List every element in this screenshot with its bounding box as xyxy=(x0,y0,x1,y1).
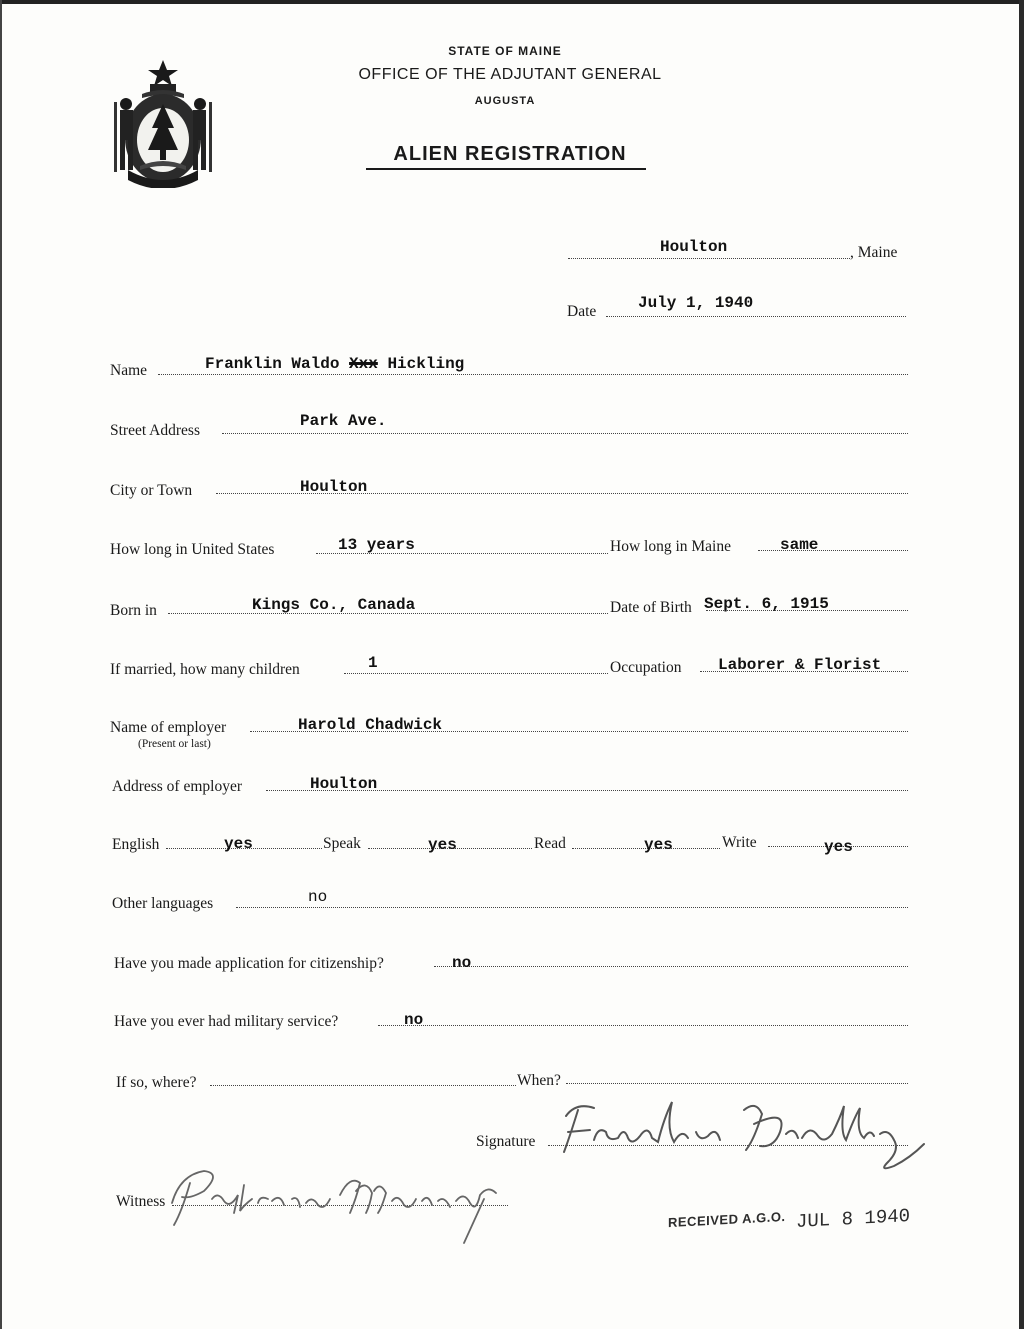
children-label: If married, how many children xyxy=(110,661,300,678)
city-value: Houlton xyxy=(300,478,368,496)
signature-handwriting xyxy=(548,1088,948,1178)
title-underline xyxy=(366,168,646,170)
office-heading: OFFICE OF THE ADJUTANT GENERAL xyxy=(358,66,662,83)
street-line xyxy=(222,433,908,434)
received-stamp-date: JUL 8 1940 xyxy=(795,1205,910,1233)
citizenship-label: Have you made application for citizenship? xyxy=(114,955,384,972)
signature-label: Signature xyxy=(476,1133,536,1150)
received-stamp-label: RECEIVED A.G.O. xyxy=(668,1208,786,1231)
maine-time-value: same xyxy=(780,536,819,554)
employer-sublabel: (Present or last) xyxy=(138,738,211,750)
date-label: Date xyxy=(567,303,597,320)
maine-state-seal-icon xyxy=(108,58,218,188)
read-label: Read xyxy=(534,835,566,852)
place-value: Houlton xyxy=(660,238,728,256)
form-title: ALIEN REGISTRATION xyxy=(393,143,627,165)
state-heading: STATE OF MAINE xyxy=(448,44,562,58)
date-line xyxy=(606,316,906,317)
speak-value: yes xyxy=(428,836,457,854)
street-value: Park Ave. xyxy=(300,412,387,430)
other-languages-value: no xyxy=(308,888,328,906)
born-in-value: Kings Co., Canada xyxy=(252,596,416,614)
us-time-value: 13 years xyxy=(338,536,415,554)
citizenship-line xyxy=(434,966,908,967)
military-value: no xyxy=(404,1011,424,1029)
name-last: Hickling xyxy=(387,355,465,373)
employer-label: Name of employer xyxy=(110,719,227,736)
citizenship-value: no xyxy=(452,954,472,972)
where-label: If so, where? xyxy=(116,1074,197,1091)
witness-label: Witness xyxy=(116,1193,166,1210)
maine-time-label: How long in Maine xyxy=(610,538,731,555)
us-time-label: How long in United States xyxy=(110,541,275,558)
birth-date-value: Sept. 6, 1915 xyxy=(704,595,829,613)
scan-edge-top xyxy=(0,0,1024,4)
witness-signature-handwriting xyxy=(160,1155,520,1250)
date-value: July 1, 1940 xyxy=(638,294,754,312)
name-line xyxy=(158,374,908,375)
city-label: City or Town xyxy=(110,482,193,499)
scan-edge-right xyxy=(1019,0,1024,1329)
name-value xyxy=(205,355,464,373)
employer-address-value: Houlton xyxy=(310,775,378,793)
other-languages-line xyxy=(236,907,908,908)
read-value: yes xyxy=(644,836,673,854)
employer-address-label: Address of employer xyxy=(112,778,242,795)
english-label: English xyxy=(112,836,160,853)
children-value: 1 xyxy=(368,654,378,672)
occupation-label: Occupation xyxy=(610,659,682,676)
children-line xyxy=(344,673,608,674)
speak-label: Speak xyxy=(323,835,361,852)
born-in-label: Born in xyxy=(110,602,157,619)
write-label: Write xyxy=(722,834,757,851)
when-line xyxy=(566,1083,908,1084)
write-value: yes xyxy=(824,838,853,856)
received-stamp xyxy=(668,1205,910,1233)
when-label: When? xyxy=(517,1072,561,1089)
military-line xyxy=(378,1025,908,1026)
name-label: Name xyxy=(110,362,148,379)
employer-value: Harold Chadwick xyxy=(298,716,443,734)
place-suffix: , Maine xyxy=(850,244,898,261)
place-line xyxy=(568,258,850,259)
english-value: yes xyxy=(224,835,253,853)
city-heading: AUGUSTA xyxy=(474,95,536,107)
scan-edge-left xyxy=(0,0,2,1329)
where-line xyxy=(210,1085,516,1086)
name-first-middle: Franklin Waldo xyxy=(205,355,340,373)
other-languages-label: Other languages xyxy=(112,895,214,912)
name-struck-text: Xxx xyxy=(349,355,378,373)
birth-date-label: Date of Birth xyxy=(610,599,692,616)
occupation-value: Laborer & Florist xyxy=(718,656,882,674)
street-label: Street Address xyxy=(110,422,200,439)
military-label: Have you ever had military service? xyxy=(114,1013,339,1030)
